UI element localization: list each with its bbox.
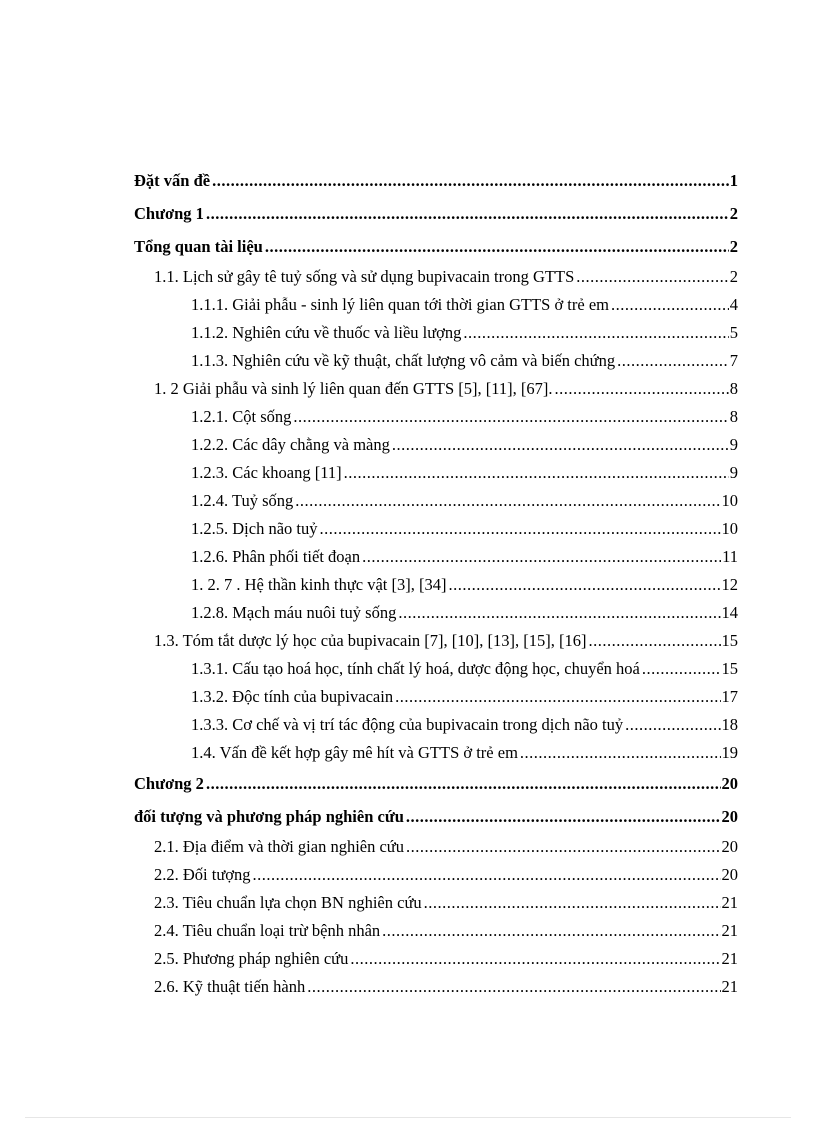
toc-entry[interactable] <box>134 375 738 403</box>
toc-entry-title: 1.1. Lịch sử gây tê tuỷ sống và sử dụng bupivacain trong GTTS <box>154 267 575 286</box>
toc-entry-title: 2.2. Đối tượng <box>154 865 251 884</box>
toc-entry-title: 2.4. Tiêu chuẩn loại trừ bệnh nhân <box>154 921 381 940</box>
toc-entry-page: 19 <box>721 743 738 762</box>
toc-entry-page: 2 <box>729 267 738 286</box>
toc-entry-page: 20 <box>721 774 738 793</box>
toc-entry-title: 2.6. Kỹ thuật tiến hành <box>154 977 306 996</box>
toc-entry-title: 1.2.5. Dịch não tuỷ <box>191 519 318 538</box>
toc-entry-page: 9 <box>729 435 738 454</box>
toc-entry-page: 14 <box>721 603 738 622</box>
toc-entry-page: 15 <box>721 659 738 678</box>
toc-entry-page: 8 <box>729 407 738 426</box>
toc-entry-title: 1.2.6. Phân phối tiết đoạn <box>191 547 361 566</box>
toc-entry-page: 10 <box>721 491 738 510</box>
toc-entry[interactable] <box>134 515 738 543</box>
toc-leader <box>617 347 729 375</box>
toc-entry-page: 17 <box>721 687 738 706</box>
toc-leader <box>362 543 721 571</box>
toc-entry-page: 18 <box>721 715 738 734</box>
toc-entry-page: 15 <box>721 631 738 650</box>
toc-entry-title: 1.3.1. Cấu tạo hoá học, tính chất lý hoá, dược động học, chuyển hoá <box>191 659 640 678</box>
toc-entry-title: 1.1.1. Giải phẫu - sinh lý liên quan tới thời gian GTTS ở trẻ em <box>191 295 609 314</box>
toc-leader <box>406 833 721 861</box>
page-bottom-divider <box>25 1117 791 1118</box>
toc-entry[interactable] <box>134 655 738 683</box>
toc-entry[interactable] <box>134 197 738 230</box>
toc-entry-page: 8 <box>729 379 738 398</box>
toc-leader <box>555 375 729 403</box>
toc-leader <box>344 459 729 487</box>
toc-leader <box>293 403 728 431</box>
toc-entry[interactable] <box>134 800 738 833</box>
toc-entry-title: 2.5. Phương pháp nghiên cứu <box>154 949 349 968</box>
toc-entry-page: 21 <box>721 949 738 968</box>
toc-leader <box>520 739 721 767</box>
toc-entry-page: 2 <box>729 204 738 223</box>
toc-entry-page: 20 <box>721 807 738 826</box>
toc-leader <box>398 599 720 627</box>
toc-entry[interactable] <box>134 861 738 889</box>
toc-entry-title: 1. 2 Giải phẫu và sinh lý liên quan đến GTTS [5], [11], [67]. <box>154 379 553 398</box>
toc-entry[interactable] <box>134 739 738 767</box>
toc-entry[interactable] <box>134 543 738 571</box>
toc-entry-title: Đặt vấn đề <box>134 171 211 190</box>
toc-entry-title: 1.2.8. Mạch máu nuôi tuỷ sống <box>191 603 397 622</box>
toc-entry-title: 1.3.3. Cơ chế và vị trí tác động của bupivacain trong dịch não tuỷ <box>191 715 624 734</box>
toc-leader <box>395 683 720 711</box>
toc-leader <box>392 431 729 459</box>
toc-entry-title: 1. 2. 7 . Hệ thần kinh thực vật [3], [34] <box>191 575 447 594</box>
toc-leader <box>212 164 729 197</box>
toc-leader <box>611 291 729 319</box>
toc-entry[interactable] <box>134 627 738 655</box>
toc-leader <box>589 627 721 655</box>
toc-leader <box>350 945 720 973</box>
toc-entry[interactable] <box>134 973 738 1001</box>
toc-leader <box>382 917 720 945</box>
toc-entry-page: 9 <box>729 463 738 482</box>
toc-entry-page: 12 <box>721 575 738 594</box>
toc-entry[interactable] <box>134 319 738 347</box>
toc-entry[interactable] <box>134 917 738 945</box>
toc-entry-page: 1 <box>729 171 738 190</box>
toc-entry[interactable] <box>134 263 738 291</box>
toc-leader <box>576 263 729 291</box>
toc-entry-page: 20 <box>721 865 738 884</box>
toc-entry-page: 21 <box>721 977 738 996</box>
toc-entry-page: 7 <box>729 351 738 370</box>
toc-entry[interactable] <box>134 711 738 739</box>
toc-leader <box>463 319 728 347</box>
toc-entry[interactable] <box>134 945 738 973</box>
toc-entry-title: đối tượng và phương pháp nghiên cứu <box>134 807 404 826</box>
toc-leader <box>206 767 721 800</box>
toc-entry-title: 2.3. Tiêu chuẩn lựa chọn BN nghiên cứu <box>154 893 422 912</box>
toc-entry-page: 2 <box>729 237 738 256</box>
toc-entry[interactable] <box>134 487 738 515</box>
toc-entry[interactable] <box>134 431 738 459</box>
toc-entry-page: 21 <box>721 893 738 912</box>
toc-entry-title: 1.3.2. Độc tính của bupivacain <box>191 687 394 706</box>
toc-entry-title: 1.2.1. Cột sống <box>191 407 292 426</box>
toc-entry-title: Chương 1 <box>134 204 204 223</box>
toc-entry-page: 21 <box>721 921 738 940</box>
toc-entry-page: 4 <box>729 295 738 314</box>
toc-entry-title: 1.1.3. Nghiên cứu về kỹ thuật, chất lượng vô cảm và biến chứng <box>191 351 616 370</box>
toc-leader <box>625 711 720 739</box>
toc-entry-page: 10 <box>721 519 738 538</box>
toc-leader <box>265 230 729 263</box>
toc-entry[interactable] <box>134 291 738 319</box>
toc-leader <box>424 889 721 917</box>
toc-entry-title: 1.2.2. Các dây chằng và màng <box>191 435 390 454</box>
toc-entry[interactable] <box>134 459 738 487</box>
toc-entry[interactable] <box>134 599 738 627</box>
toc-leader <box>406 800 721 833</box>
toc-entry-title: Chương 2 <box>134 774 204 793</box>
toc-entry-title: Tổng quan tài liệu <box>134 237 263 256</box>
toc-entry[interactable] <box>134 164 738 197</box>
toc-entry-page: 11 <box>722 547 738 566</box>
toc-entry-title: 1.4. Vấn đề kết hợp gây mê hít và GTTS ở trẻ em <box>191 743 518 762</box>
toc-entry-page: 20 <box>721 837 738 856</box>
toc-entry[interactable] <box>134 230 738 263</box>
toc-entry[interactable] <box>134 571 738 599</box>
toc-leader <box>642 655 721 683</box>
toc-entry-title: 1.2.4. Tuỷ sống <box>191 491 294 510</box>
toc-entry-title: 1.3. Tóm tắt dược lý học của bupivacain [7], [10], [13], [15], [16] <box>154 631 587 650</box>
toc-entry[interactable] <box>134 403 738 431</box>
toc-leader <box>448 571 720 599</box>
toc-entry[interactable] <box>134 347 738 375</box>
toc-entry[interactable] <box>134 889 738 917</box>
toc-entry-page: 5 <box>729 323 738 342</box>
toc-leader <box>206 197 729 230</box>
toc-entry-title: 1.1.2. Nghiên cứu về thuốc và liều lượng <box>191 323 462 342</box>
toc-leader <box>307 973 720 1001</box>
toc-leader <box>295 487 720 515</box>
toc-entry-title: 1.2.3. Các khoang [11] <box>191 463 342 482</box>
toc-leader <box>319 515 720 543</box>
toc-entry[interactable] <box>134 767 738 800</box>
toc-leader <box>253 861 721 889</box>
table-of-contents <box>134 164 738 1001</box>
toc-entry[interactable] <box>134 833 738 861</box>
toc-entry[interactable] <box>134 683 738 711</box>
toc-entry-title: 2.1. Địa điểm và thời gian nghiên cứu <box>154 837 404 856</box>
